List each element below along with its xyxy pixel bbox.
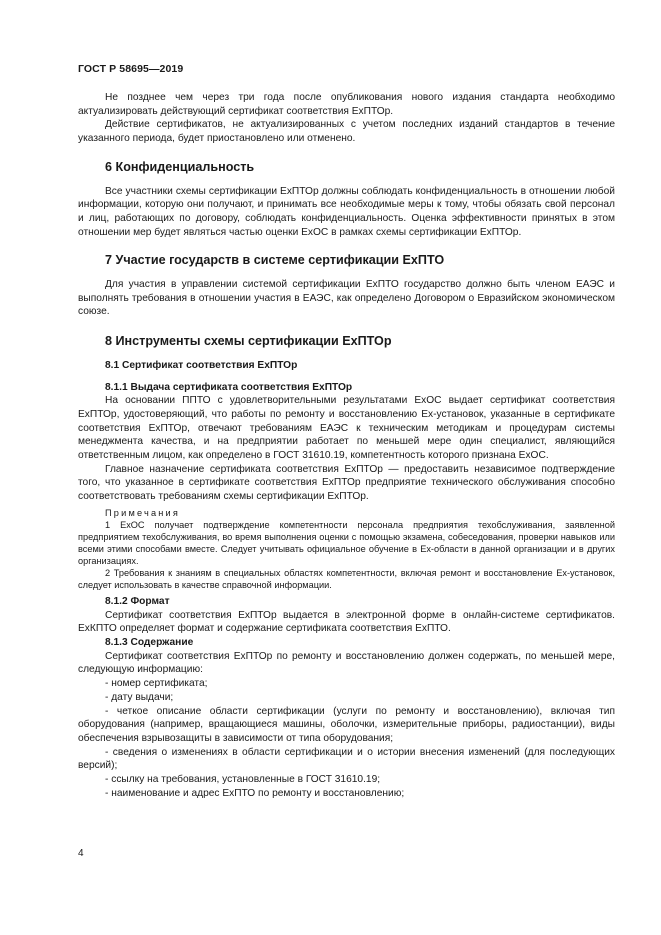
section-8-1-2-heading: 8.1.2 Формат bbox=[105, 595, 170, 607]
section-6-heading: 6 Конфиденциальность bbox=[105, 159, 255, 174]
section-8-1-1-paragraph-1: На основании ППТО с удовлетворительными результатами ExОС выдает сертификат соответствия ExПТОр, удостоверяющий, что работы по ремонту и восстановлению Ex-установок, указанные в сертификате соответствия ExПТОр, отвечают требованиям ЕАЭС к техническим методикам и процедурам системы менеджмента качества, и на предприятии работает по меньшей мере один специалист, являющийся ответственным лицом, как определено в ГОСТ 31610.19, компетентность которого признана ExОС. bbox=[78, 395, 615, 462]
section-8-1-1-heading: 8.1.1 Выдача сертификата соответствия ExПТОр bbox=[105, 381, 353, 393]
list-item: - наименование и адрес ExПТО по ремонту и восстановлению; bbox=[105, 787, 405, 799]
note-2: 2 Требования к знаниям в специальных областях компетентности, включая ремонт и восстановление Ex-установок, следует использовать в качестве справочной информации. bbox=[78, 567, 615, 590]
note-1: 1 ExОС получает подтверждение компетентности персонала предприятия техобслуживания, заявленной предприятием техобслуживания, во время выполнения оценки с помощью экзамена, собеседования, проверки навыков или всеми этими способами вместе. Следует учитывать официальное обучение в Ex-области в данной организации и в других организациях. bbox=[78, 519, 615, 566]
list-item: - четкое описание области сертификации (услуги по ремонту и восстановлению), включая тип оборудования (например, вращающиеся машины, оболочки, измерительные приборы, радиостанции), виды обеспечения взрывозащиты в зависимости от типа оборудования; bbox=[78, 705, 615, 744]
section-8-1-3-paragraph: Сертификат соответствия ExПТОр по ремонту и восстановлению должен содержать, по меньшей мере, следующую информацию: bbox=[78, 650, 615, 676]
page-number: 4 bbox=[78, 848, 84, 859]
section-8-heading: 8 Инструменты схемы сертификации ExПТОр bbox=[105, 334, 392, 349]
document-code: ГОСТ Р 58695—2019 bbox=[78, 63, 184, 75]
list-item: - дату выдачи; bbox=[105, 691, 174, 703]
page-body bbox=[78, 91, 615, 800]
list-item: - номер сертификата; bbox=[105, 678, 208, 690]
section-8-1-1-paragraph-2: Главное назначение сертификата соответствия ExПТОр — предоставить независимое подтверждение того, что указанное в сертификате соответствия ExПТОр предприятие технического обслуживания способно соответствовать требованиям схемы сертификации ExПТОр. bbox=[78, 463, 615, 503]
section-8-1-heading: 8.1 Сертификат соответствия ExПТОр bbox=[105, 359, 298, 371]
section-8-1-2-paragraph: Сертификат соответствия ExПТОр выдается в электронной форме в онлайн-системе сертификатов. ExКПТО определяет формат и содержание сертификата соответствия ExПТО. bbox=[78, 609, 615, 635]
section-7-heading: 7 Участие государств в системе сертификации ExПТО bbox=[105, 253, 445, 268]
section-7-text: Для участия в управлении системой сертификации ExПТО государство должно быть членом ЕАЭС и выполнять требования в отношении участия в ЕАЭС, как определено Договором о Евразийском экономическом союзе. bbox=[78, 279, 615, 318]
intro-paragraph-2: Действие сертификатов, не актуализированных с учетом последних изданий стандартов в течение указанного периода, будет приостановлено или отменено. bbox=[78, 119, 615, 145]
notes-title: Примечания bbox=[105, 507, 181, 518]
intro-paragraph-1: Не позднее чем через три года после опубликования нового издания стандарта необходимо актуализировать действующий сертификат соответствия ExПТОр. bbox=[78, 92, 615, 117]
list-item: - ссылку на требования, установленные в ГОСТ 31610.19; bbox=[105, 774, 381, 786]
section-6-text: Все участники схемы сертификации ExПТОр должны соблюдать конфиденциальность в отношении любой информации, которую они получают, и принимать все необходимые меры к тому, чтобы обязать свой персонал и лиц, работающих по договору, соблюдать конфиденциальность. Оценка эффективности принятых в этом отношении мер будет являться частью оценки ExОС в рамках схемы сертификации ExПТОр. bbox=[78, 185, 615, 238]
list-item: - сведения о изменениях в области сертификации и о истории внесения изменений (для последующих версий); bbox=[78, 746, 615, 772]
section-8-1-3-heading: 8.1.3 Содержание bbox=[105, 636, 194, 648]
